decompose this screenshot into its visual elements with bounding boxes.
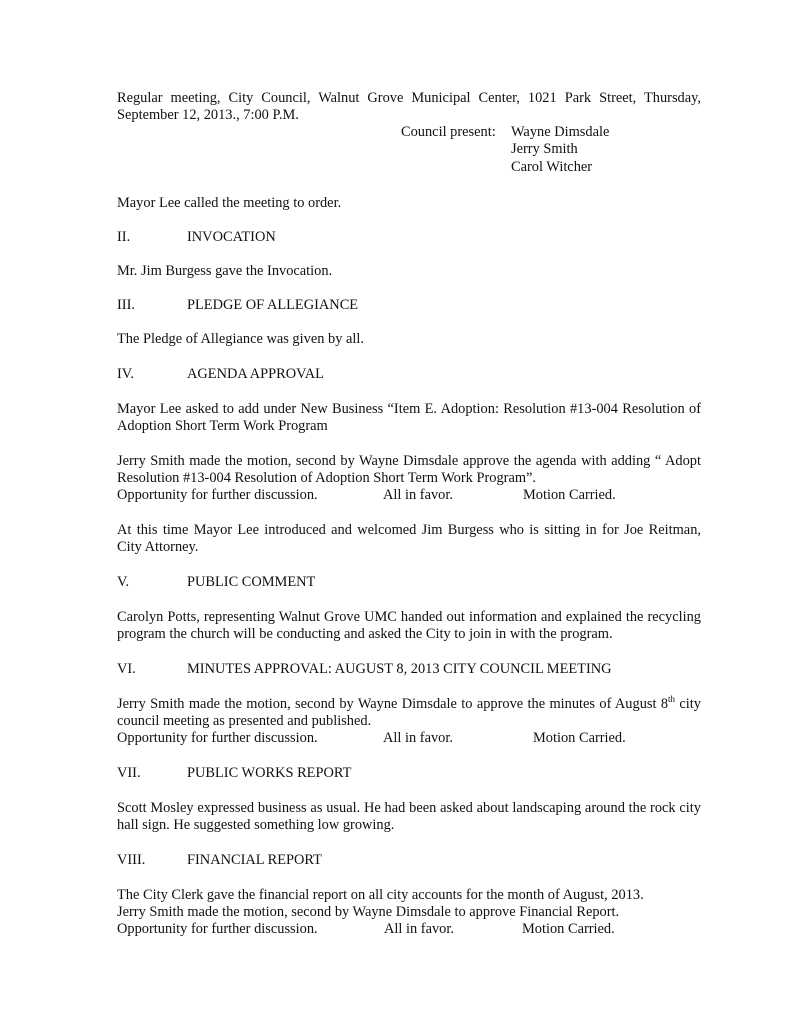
- vote-result: Motion Carried.: [522, 921, 615, 937]
- vote-favor: All in favor.: [384, 921, 454, 937]
- vote-result: Motion Carried.: [533, 730, 626, 746]
- pledge-text: The Pledge of Allegiance was given by all.: [117, 331, 364, 347]
- section-number: VIII.: [117, 852, 146, 868]
- vote-favor: All in favor.: [383, 487, 453, 503]
- council-member: Wayne Dimsdale: [511, 124, 610, 140]
- financial-motion: Jerry Smith made the motion, second by Wayne Dimsdale to approve Financial Report.: [117, 904, 620, 920]
- section-number: III.: [117, 297, 135, 313]
- section-title: AGENDA APPROVAL: [187, 366, 324, 382]
- vote-discussion: Opportunity for further discussion.: [117, 487, 318, 503]
- vote-result: Motion Carried.: [523, 487, 616, 503]
- vote-discussion: Opportunity for further discussion.: [117, 730, 318, 746]
- section-number: II.: [117, 229, 131, 245]
- vote-favor: All in favor.: [383, 730, 453, 746]
- meeting-header-line2: September 12, 2013., 7:00 P.M.: [117, 107, 299, 123]
- section-title: PUBLIC COMMENT: [187, 574, 316, 590]
- minutes-motion-text: Jerry Smith made the motion, second by Wayne Dimsdale to approve the minutes of August 8: [117, 696, 669, 712]
- agenda-introduction: At this time Mayor Lee introduced and welcomed Jim Burgess who is sitting in for Joe Reitman, City Attorney.: [117, 522, 701, 555]
- section-title: INVOCATION: [187, 229, 276, 245]
- section-number: VII.: [117, 765, 141, 781]
- section-number: VI.: [117, 661, 136, 677]
- section-title: MINUTES APPROVAL: AUGUST 8, 2013 CITY COUNCIL MEETING: [187, 661, 612, 677]
- public-comment-text: Carolyn Potts, representing Walnut Grove UMC handed out information and explained the recycling program the church will be conducting and asked the City to join in with the program.: [117, 609, 701, 642]
- minutes-motion: [117, 696, 701, 730]
- meeting-header-line1: Regular meeting, City Council, Walnut Grove Municipal Center, 1021 Park Street, Thursday,: [117, 90, 701, 106]
- section-number: IV.: [117, 366, 134, 382]
- minutes-motion-text-cont: city council meeting as presented and published.: [117, 696, 701, 729]
- council-member: Carol Witcher: [511, 159, 593, 175]
- council-present-label: Council present:: [401, 124, 496, 140]
- financial-text: The City Clerk gave the financial report on all city accounts for the month of August, 2013.: [117, 887, 644, 903]
- call-to-order: Mayor Lee called the meeting to order.: [117, 195, 342, 211]
- ordinal-suffix: th: [668, 694, 676, 705]
- agenda-motion: Jerry Smith made the motion, second by Wayne Dimsdale approve the agenda with adding “ Adopt Resolution #13-004 Resolution of Adoption Short Term Work Program”.: [117, 453, 701, 486]
- council-member: Jerry Smith: [511, 141, 578, 157]
- vote-discussion: Opportunity for further discussion.: [117, 921, 318, 937]
- section-number: V.: [117, 574, 130, 590]
- section-title: PLEDGE OF ALLEGIANCE: [187, 297, 359, 313]
- invocation-text: Mr. Jim Burgess gave the Invocation.: [117, 263, 333, 279]
- agenda-paragraph: Mayor Lee asked to add under New Business “Item E. Adoption: Resolution #13-004 Resolution of Adoption Short Term Work Program: [117, 401, 701, 434]
- public-works-text: Scott Mosley expressed business as usual. He had been asked about landscaping around the rock city hall sign. He suggested something low growing.: [117, 800, 701, 833]
- section-title: PUBLIC WORKS REPORT: [187, 765, 352, 781]
- section-title: FINANCIAL REPORT: [187, 852, 322, 868]
